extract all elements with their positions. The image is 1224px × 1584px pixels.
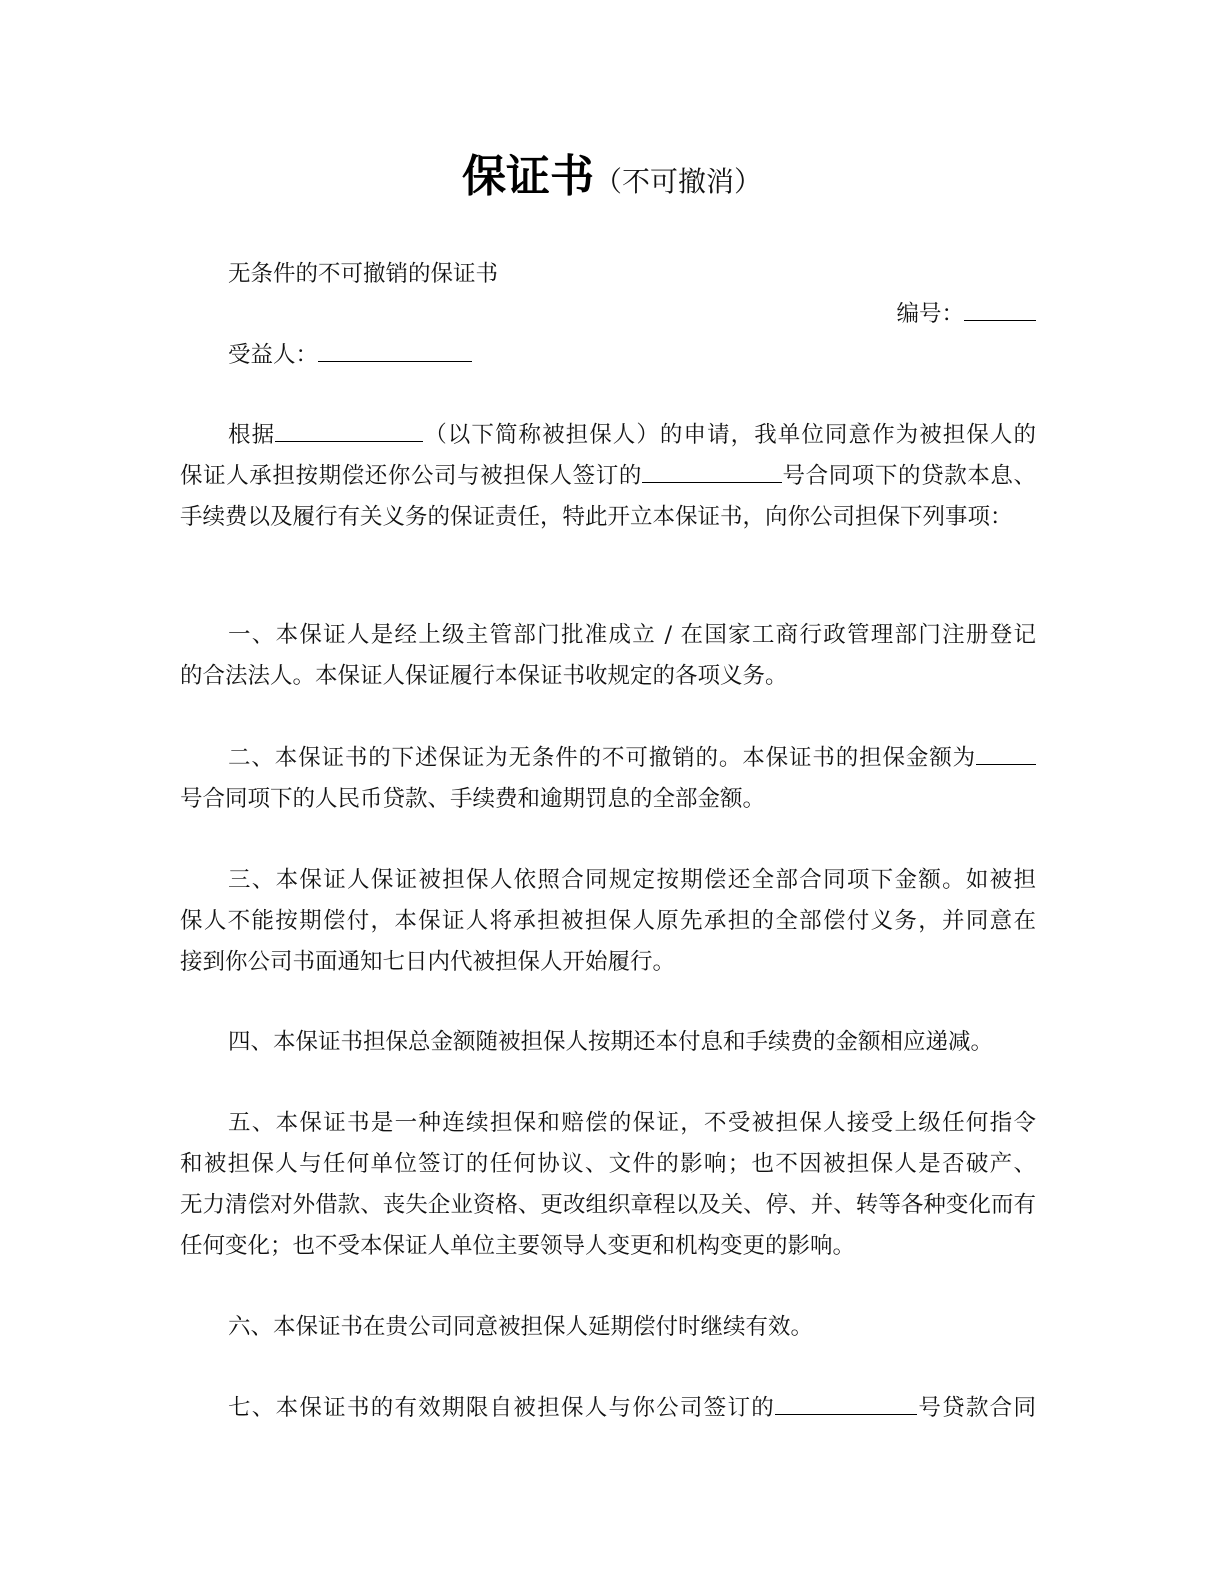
document-subtitle: 无条件的不可撤销的保证书 bbox=[228, 261, 499, 287]
beneficiary-label: 受益人： bbox=[228, 342, 319, 368]
clause-6-line-1: 六、本保证书在贵公司同意被担保人延期偿付时继续有效。 bbox=[228, 1314, 814, 1340]
clause-2-text: 二、本保证书的下述保证为无条件的不可撤销的。本保证书的担保金额为 bbox=[228, 745, 976, 771]
applicant-blank bbox=[275, 440, 423, 442]
clause-3-line-3: 接到你公司书面通知七日内代被担保人开始履行。 bbox=[180, 949, 676, 975]
clause-3-line-2: 保人不能按期偿付，本保证人将承担被担保人原先承担的全部偿付义务，并同意在 bbox=[180, 908, 1036, 934]
beneficiary-blank bbox=[318, 360, 472, 362]
clause-7-text-b: 号贷款合同 bbox=[917, 1395, 1036, 1421]
clause-3-line-1: 三、本保证人保证被担保人依照合同规定按期偿还全部合同项下金额。如被担 bbox=[228, 867, 1036, 893]
beneficiary-field bbox=[228, 335, 1036, 376]
intro-line-3: 手续费以及履行有关义务的保证责任，特此开立本保证书，向你公司担保下列事项： bbox=[180, 504, 1013, 530]
clause-5-line-1: 五、本保证书是一种连续担保和赔偿的保证，不受被担保人接受上级任何指令 bbox=[228, 1110, 1036, 1136]
contract-number-blank bbox=[642, 481, 782, 483]
clause-4-line-1: 四、本保证书担保总金额随被担保人按期还本付息和手续费的金额相应递减。 bbox=[228, 1029, 994, 1055]
intro-line-1 bbox=[228, 415, 1036, 456]
clause-1-line-2: 的合法法人。本保证人保证履行本保证书收规定的各项义务。 bbox=[180, 663, 788, 689]
intro-l1-b: （以下简称被担保人）的申请，我单位同意作为被担保人的 bbox=[423, 422, 1036, 448]
clause-1-line-1: 一、本保证人是经上级主管部门批准成立 / 在国家工商行政管理部门注册登记 bbox=[228, 622, 1036, 648]
clause-2-line-1 bbox=[228, 738, 1036, 779]
clause-2-line-2: 号合同项下的人民币贷款、手续费和逾期罚息的全部金额。 bbox=[180, 786, 766, 812]
intro-l1-a: 根据 bbox=[228, 422, 276, 448]
amount-blank bbox=[976, 763, 1036, 765]
number-blank bbox=[964, 319, 1036, 321]
clause-5-line-4: 任何变化；也不受本保证人单位主要领导人变更和机构变更的影响。 bbox=[180, 1233, 856, 1259]
clause-7-text-a: 七、本保证书的有效期限自被担保人与你公司签订的 bbox=[228, 1395, 776, 1421]
title-main: 保证书 bbox=[461, 151, 594, 202]
document-title bbox=[0, 140, 1224, 204]
loan-contract-blank bbox=[775, 1413, 917, 1415]
intro-l2-a: 保证人承担按期偿还你公司与被担保人签订的 bbox=[180, 463, 642, 489]
clause-5-line-2: 和被担保人与任何单位签订的任何协议、文件的影响；也不因被担保人是否破产、 bbox=[180, 1151, 1036, 1177]
intro-l2-b: 号合同项下的贷款本息、 bbox=[781, 463, 1036, 489]
number-field bbox=[180, 294, 1036, 335]
number-label: 编号： bbox=[896, 301, 964, 327]
clause-5-line-3: 无力清偿对外借款、丧失企业资格、更改组织章程以及关、停、并、转等各种变化而有 bbox=[180, 1192, 1036, 1218]
clause-7-line-1 bbox=[228, 1388, 1036, 1429]
title-sub: （不可撤消） bbox=[593, 165, 762, 198]
intro-line-2 bbox=[180, 456, 1036, 497]
